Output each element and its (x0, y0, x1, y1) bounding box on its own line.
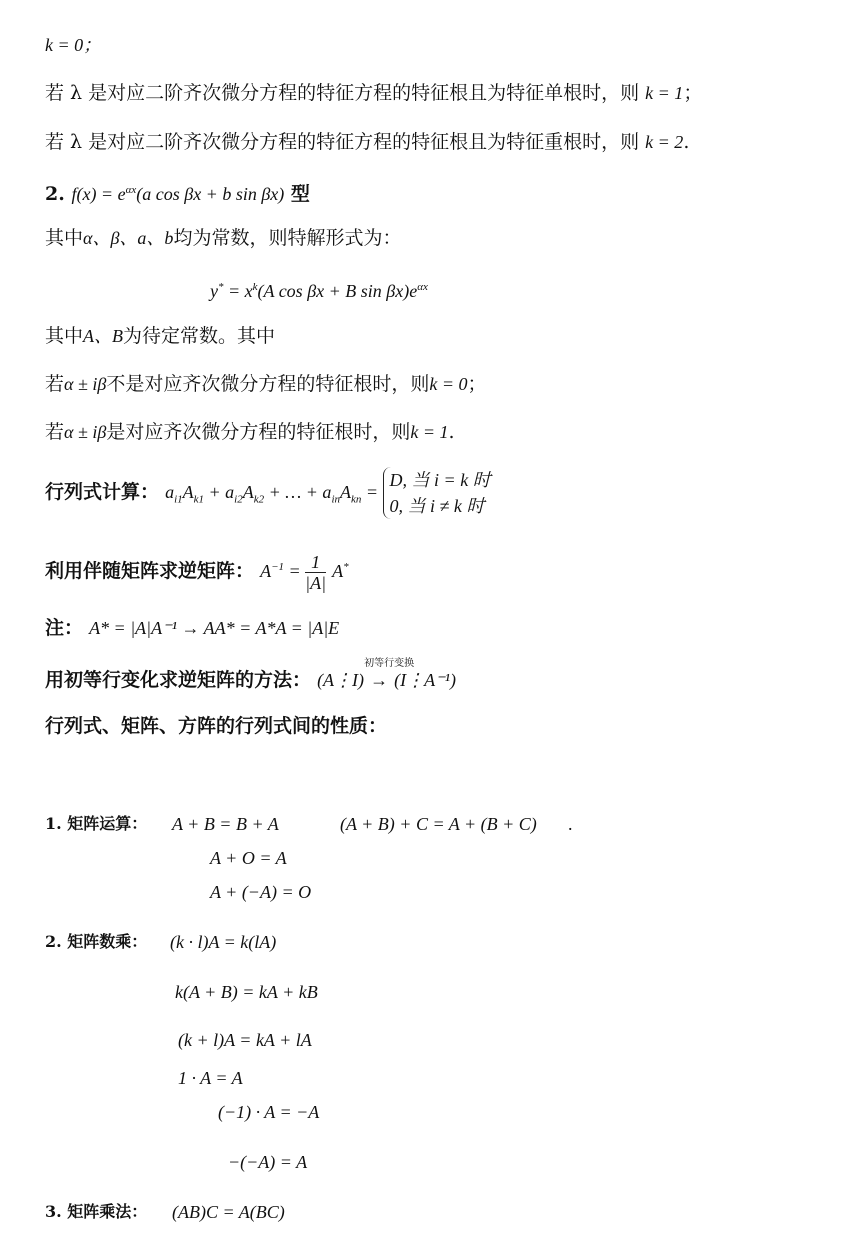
det-formula: $a_{i1}A_{k1} + a_{i2}A_{k2}$ + … + $a_{in}A_{kn}$ = (165, 482, 383, 506)
rule-text: 若 λ 是对应二阶齐次微分方程的特征方程的特征根且为特征重根时，则 (45, 131, 646, 153)
det-label: 行列式计算： (45, 481, 160, 503)
particular-solution-formula: $y^* = x^k(A$ cos βx + B $\sin \beta x)e^{\alpha x}$ (210, 281, 428, 301)
formula: (k · l)A = k(lA) (170, 932, 277, 952)
formula: A + O = A (210, 848, 287, 868)
rule-end: . (683, 131, 690, 153)
formula: (−1) · A = −A (218, 1102, 320, 1122)
arrow-icon: → (370, 670, 389, 690)
formula: 1 · A = A (178, 1068, 243, 1088)
single-root-rule (45, 81, 702, 105)
heading-formula: $f(x) = e^{\alpha x}(a$ cos βx + b sin βx) (71, 184, 285, 204)
not-root-rule: 若α ± iβ不是对应齐次微分方程的特征根时，则k = 0； (45, 373, 487, 395)
k-equals-zero: k = 0； (45, 35, 102, 55)
det-cases: D, 当 i = k 时 0, 当 i ≠ k 时 (383, 467, 491, 519)
section-title: 1. 矩阵运算： (45, 814, 148, 833)
rule-end: ； (683, 82, 703, 104)
note-line: 注： A* = |A|A⁻¹ → AA* = A*A = |A|E (45, 617, 340, 639)
formula: (A + B) + C = A + (B + C) (340, 814, 537, 834)
formula: (k + l)A = kA + lA (178, 1030, 312, 1050)
formula: A + B = B + A (172, 814, 279, 834)
double-root-rule (45, 130, 689, 154)
trailing-dot: . (568, 814, 573, 834)
rule-text: 若 λ 是对应二阶齐次微分方程的特征方程的特征根且为特征单根时，则 (45, 82, 646, 104)
determinant-calculation (45, 466, 491, 526)
formula: −(−A) = A (228, 1152, 308, 1172)
properties-heading: 行列式、矩阵、方阵的行列式间的性质： (45, 715, 388, 737)
rule-math: k = 1 (645, 83, 684, 103)
heading-suffix: 型 (284, 183, 310, 205)
arrow-label: 初等行变换 (364, 658, 415, 669)
fraction: $\frac{1}{|A|}$ (305, 551, 327, 593)
heading-number: 2. (45, 183, 72, 205)
formula: (AB)C = A(BC) (172, 1202, 285, 1222)
section-title: 2. 矩阵数乘： (45, 932, 148, 951)
type2-heading (45, 178, 310, 206)
is-root-rule: 若α ± iβ是对应齐次微分方程的特征根时，则k = 1. (45, 421, 455, 443)
formula: A + (−A) = O (210, 882, 312, 902)
row-operations-method: 用初等行变化求逆矩阵的方法： (A⋮I) 初等行变换 → (I⋮A⁻¹) (45, 668, 456, 692)
adjoint-inverse: 利用伴随矩阵求逆矩阵： $A^{-1}$ = $\frac{1}{|A|}$ A* (45, 551, 349, 593)
constants-line: 其中α、β、a、b均为常数，则特解形式为： (45, 227, 402, 249)
adjoint-label: 利用伴随矩阵求逆矩阵： (45, 560, 255, 582)
rule-math: k = 2 (645, 132, 684, 152)
undetermined-line: 其中A、B为待定常数。其中 (45, 325, 276, 347)
section-title: 3. 矩阵乘法： (45, 1202, 148, 1221)
formula: k(A + B) = kA + kB (175, 982, 318, 1002)
